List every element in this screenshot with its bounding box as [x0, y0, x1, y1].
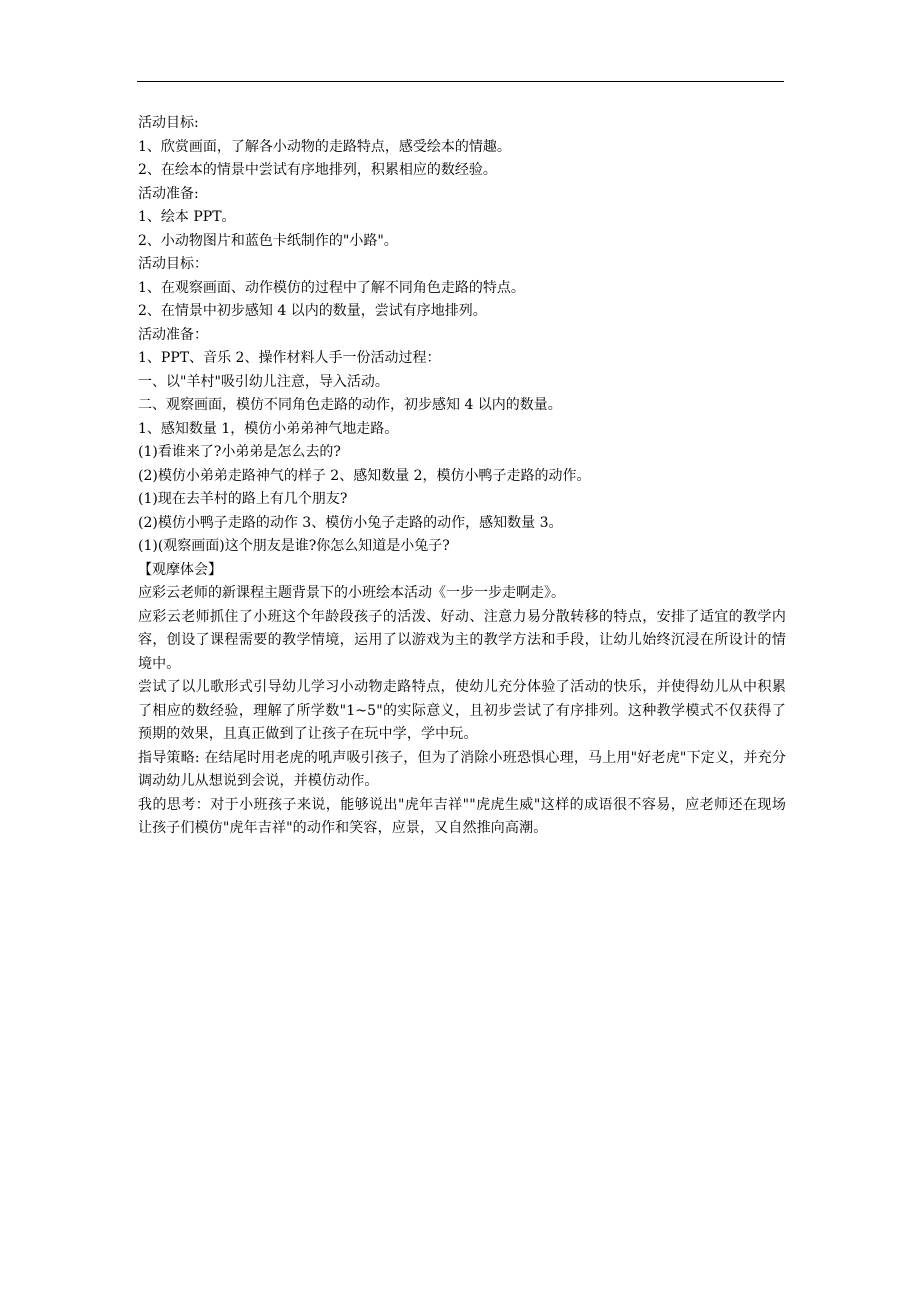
observation-paragraph: 应彩云老师抓住了小班这个年龄段孩子的活泼、好动、注意力易分散转移的特点，安排了适宜的教学内容，创设了课程需要的教学情境，运用了以游戏为主的教学方法和手段，让幼儿始终沉浸在所设计的情境中。: [138, 608, 786, 672]
heading-activity-goals: 活动目标：: [138, 256, 208, 272]
process-substep: (2)模仿小鸭子走路的动作 3、模仿小兔子走路的动作，感知数量 3。: [138, 514, 563, 531]
process-substep: (1)现在去羊村的路上有几个朋友?: [138, 491, 348, 507]
process-substep: 1、感知数量 1，模仿小弟弟神气地走路。: [138, 420, 399, 437]
process-substep: (2)模仿小弟弟走路神气的样子 2、感知数量 2，模仿小鸭子走路的动作。: [138, 467, 591, 484]
goal-item: 1、在观察画面、动作模仿的过程中了解不同角色走路的特点。: [138, 279, 525, 296]
document-body: [138, 112, 786, 841]
goal-item: 1、欣赏画面，了解各小动物的走路特点，感受绘本的情趣。: [138, 138, 511, 155]
prep-item: 1、PPT、音乐 2、操作材料人手一份活动过程：: [138, 350, 441, 366]
process-step: 一、以"羊村"吸引幼儿注意，导入活动。: [138, 373, 389, 390]
process-step: 二、观察画面，模仿不同角色走路的动作，初步感知 4 以内的数量。: [138, 397, 562, 413]
observation-paragraph: 尝试了以儿歌形式引导幼儿学习小动物走路特点，使幼儿充分体验了活动的快乐，并使得幼儿从中积累了相应的数经验，理解了所学数"1~5"的实际意义，且初步尝试了有序排列。这种教学模式不仅获得了预期的效果，且真正做到了让孩子在玩中学，学中玩。: [138, 679, 786, 742]
section-heading-observation: 【观摩体会】: [138, 561, 222, 578]
header-rule: [137, 81, 784, 82]
prep-item: 2、小动物图片和蓝色卡纸制作的"小路"。: [138, 232, 398, 249]
prep-item: 1、绘本 PPT。: [138, 209, 236, 225]
observation-text: 应彩云老师的新课程主题背景下的小班绘本活动《一步一步走啊走》。: [138, 585, 565, 601]
goal-item: 2、在情景中初步感知 4 以内的数量，尝试有序地排列。: [138, 303, 487, 319]
heading-activity-prep: 活动准备:: [138, 185, 199, 202]
reflection-paragraph: 我的思考：对于小班孩子来说，能够说出"虎年吉祥""虎虎生威"这样的成语很不容易，应老师还在现场让孩子们模仿"虎年吉祥"的动作和笑容，应景，又自然推向高潮。: [138, 796, 786, 836]
heading-activity-prep: 活动准备：: [138, 326, 208, 343]
process-substep: (1)(观察画面)这个朋友是谁?你怎么知道是小兔子?: [138, 538, 450, 554]
process-substep: (1)看谁来了?小弟弟是怎么去的?: [138, 444, 341, 460]
heading-activity-goals: 活动目标:: [138, 115, 199, 131]
goal-item: 2、在绘本的情景中尝试有序地排列，积累相应的数经验。: [138, 162, 497, 178]
strategy-paragraph: 指导策略: 在结尾时用老虎的吼声吸引孩子，但为了消除小班恐惧心理，马上用"好老虎"下定义，并充分调动幼儿从想说到会说，并模仿动作。: [138, 749, 786, 789]
